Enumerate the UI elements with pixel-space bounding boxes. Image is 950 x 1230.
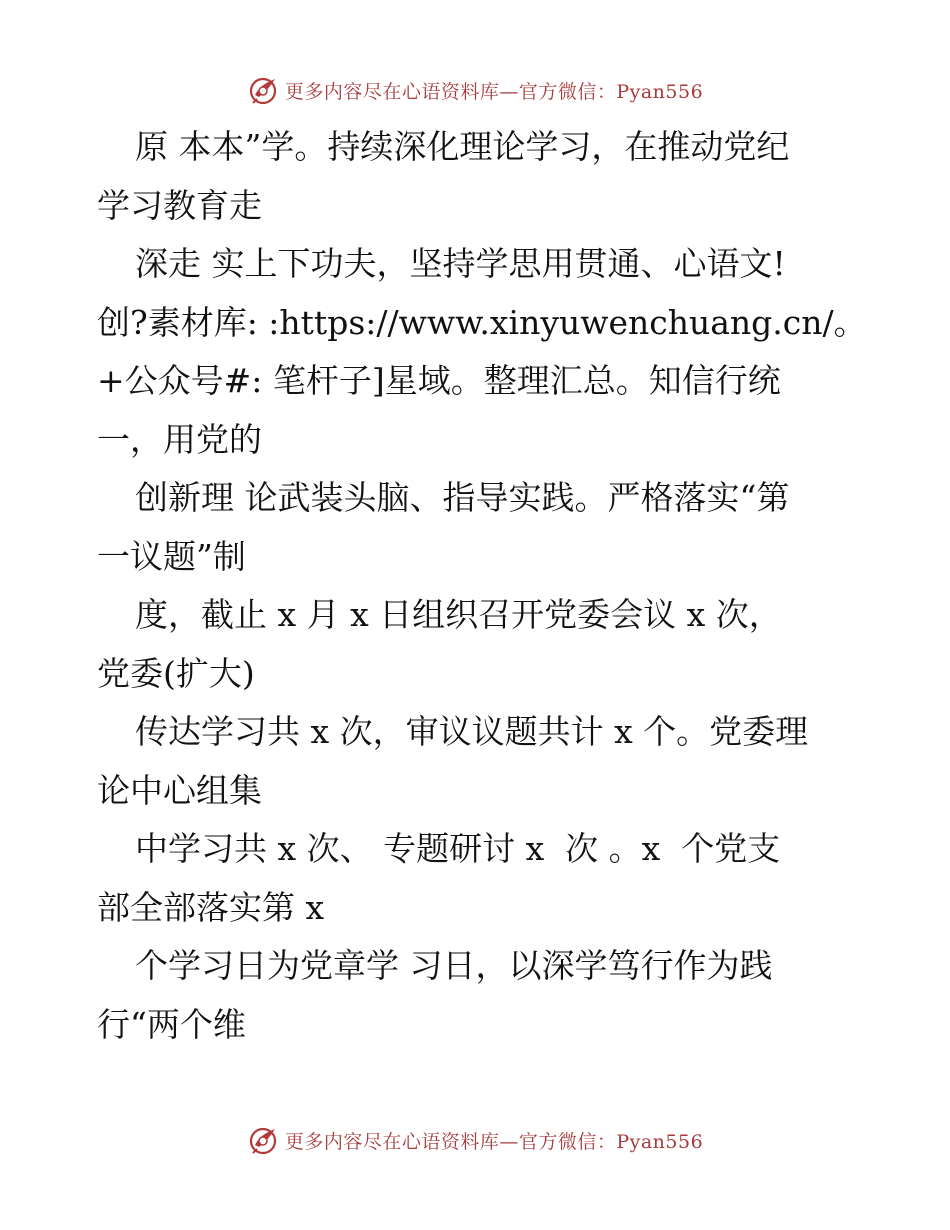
banner-text: 更多内容尽在心语资料库—官方微信：Pyan556 bbox=[284, 80, 704, 103]
text-line: 创?素材库: :https://www.xinyuwenchuang.cn/。 bbox=[97, 302, 867, 342]
text-line: 原 本本”学。持续深化理论学习，在推动党纪 bbox=[135, 127, 790, 166]
ink-pen-logo-icon bbox=[247, 73, 281, 107]
footer-banner bbox=[0, 1120, 950, 1160]
text-line: 部全部落实第 x bbox=[97, 887, 325, 927]
banner-text: 更多内容尽在心语资料库—官方微信：Pyan556 bbox=[284, 1130, 704, 1153]
text-line: 中学习共 x 次、 专题研讨 x 次 。x 个党支 bbox=[135, 829, 781, 868]
body-text bbox=[97, 118, 897, 1054]
ink-pen-logo-icon bbox=[247, 1123, 281, 1157]
text-line: 行“两个维 bbox=[97, 1004, 246, 1044]
text-line: 论中心组集 bbox=[97, 770, 262, 810]
text-line: 个学习日为党章学 习日，以深学笃行作为践 bbox=[135, 946, 773, 985]
text-line: 度，截止 x 月 x 日组织召开党委会议 x 次， bbox=[135, 595, 782, 634]
text-line: 一，用党的 bbox=[97, 419, 262, 459]
text-line: +公众号#: 笔杆子]星域。整理汇总。知信行统 bbox=[97, 361, 781, 400]
text-line: 传达学习共 x 次，审议议题共计 x 个。党委理 bbox=[135, 712, 809, 751]
text-line: 学习教育走 bbox=[97, 185, 262, 225]
text-line: 创新理 论武装头脑、指导实践。严格落实“第 bbox=[135, 478, 790, 517]
text-line: 党委(扩大) bbox=[97, 653, 255, 693]
text-line: 深走 实上下功夫，坚持学思用贯通、心语文! bbox=[135, 244, 786, 283]
text-line: 一议题”制 bbox=[97, 536, 246, 576]
header-banner bbox=[0, 70, 950, 110]
